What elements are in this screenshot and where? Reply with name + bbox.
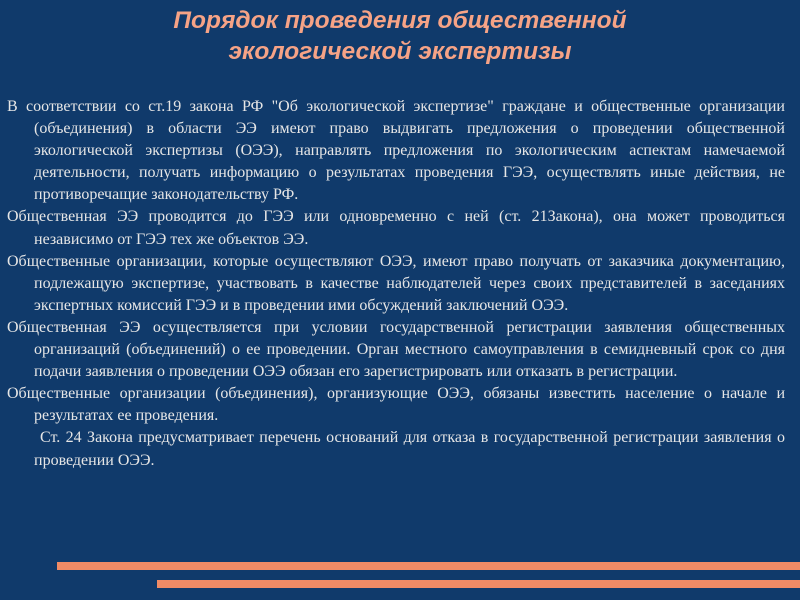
paragraph-article-24-text: Ст. 24 Закона предусматривает перечень оснований для отказа в государственной регистрации заявления о проведении ОЭЭ. — [34, 429, 785, 469]
slide-title — [0, 5, 800, 67]
paragraph-article-19: В соответствии со ст.19 закона РФ "Об экологической экспертизе" граждане и общественные организации (объединения) в области ЭЭ имеют право выдвигать предложения о проведении общественной экологической экспертизы (ОЭЭ), направлять предложения по экологическим аспектам намечаемой деятельности, получать информацию о результатах проведения ГЭЭ, осуществлять иные действия, не противоречащие законодательству РФ. — [7, 98, 785, 204]
paragraph-public-ee-timing: Общественная ЭЭ проводится до ГЭЭ или одновременно с ней (ст. 21Закона), она может проводиться независимо от ГЭЭ тех же объектов ЭЭ. — [7, 208, 785, 248]
slide-title-line-2: экологической экспертизы — [228, 38, 572, 65]
accent-stripe-bottom — [157, 580, 800, 588]
paragraph-article-24 — [7, 427, 785, 471]
paragraph-registration: Общественная ЭЭ осуществляется при условии государственной регистрации заявления общественных организаций (объединений) о ее проведении. Орган местного самоуправления в семидневный срок со дня подачи заявления о проведении ОЭЭ обязан его зарегистрировать или отказать в регистрации. — [7, 318, 785, 381]
slide-title-line-1: Порядок проведения общественной — [173, 7, 627, 34]
accent-stripe-top — [57, 562, 800, 570]
paragraph-notification: Общественные организации (объединения), организующие ОЭЭ, обязаны известить население о начале и результатах ее проведения. — [7, 385, 785, 425]
slide-body — [7, 96, 785, 472]
paragraph-organizations-rights: Общественные организации, которые осуществляют ОЭЭ, имеют право получать от заказчика документацию, подлежащую экспертизе, участвовать в качестве наблюдателей через своих представителей в заседаниях экспертных комиссий ГЭЭ и в проведении ими обсуждений заключений ОЭЭ. — [7, 252, 785, 314]
